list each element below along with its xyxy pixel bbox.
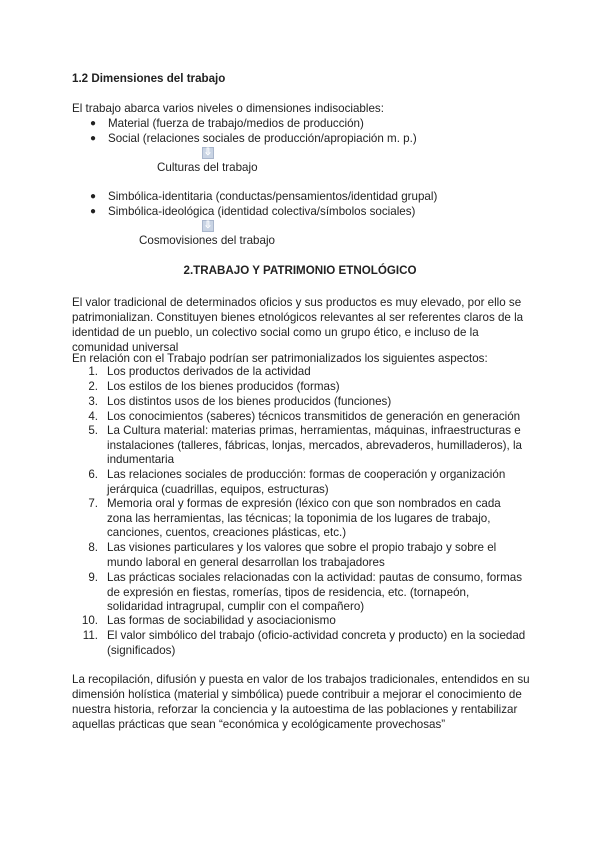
list-item: Las visiones particulares y los valores que sobre el propio trabajo y sobre el mundo laboral en general desarrollan los trabajadores bbox=[107, 541, 497, 569]
list-item: Memoria oral y formas de expresión (léxico con que son nombrados en cada zona las herramientas, las técnicas; la toponimia de los lugares de trabajo, canciones, cuentos, creaciones plásticas, etc.) bbox=[107, 497, 501, 539]
down-arrow-icon: ⇩ bbox=[203, 147, 213, 158]
dimensions-intro: El trabajo abarca varios niveles o dimensiones indisociables: bbox=[72, 102, 384, 115]
list-item: Las formas de sociabilidad y asociacionismo bbox=[107, 614, 336, 627]
list-number: 8. bbox=[88, 541, 98, 554]
list-item: Las prácticas sociales relacionadas con la actividad: pautas de consumo, formas de expresión en fiestas, romerías, tipos de residencia, etc. (tornapeón, solidaridad intragrupal, cumplir con el compañero) bbox=[107, 571, 523, 613]
closing-paragraph: La recopilación, difusión y puesta en valor de los trabajos tradicionales, entendidos en su dimensión holística (material y simbólica) puede contribuir a mejorar el conocimiento de nuestra historia, reforzar la conciencia y la autoestima de las poblaciones y rentabilizar aquellas prácticas que sean “económica y ecológicamente provechosas” bbox=[72, 673, 530, 731]
bullet-icon: ● bbox=[90, 133, 97, 144]
list-item: Los distintos usos de los bienes producidos (funciones) bbox=[107, 395, 392, 408]
bullet-symbolic-identity: Simbólica-identitaria (conductas/pensamientos/identidad grupal) bbox=[108, 190, 438, 203]
list-number: 11. bbox=[82, 629, 98, 642]
down-arrow-icon: ⇩ bbox=[203, 220, 213, 231]
heritage-list-intro: En relación con el Trabajo podrían ser patrimonializados los siguientes aspectos: bbox=[72, 352, 488, 365]
result-worldviews-of-work: Cosmovisiones del trabajo bbox=[139, 234, 275, 247]
section-heading-dimensions: 1.2 Dimensiones del trabajo bbox=[72, 72, 226, 85]
list-number: 9. bbox=[88, 571, 98, 584]
list-number: 6. bbox=[88, 468, 98, 481]
list-number: 1. bbox=[88, 365, 98, 378]
list-item: Los estilos de los bienes producidos (formas) bbox=[107, 380, 340, 393]
list-item: Las relaciones sociales de producción: formas de cooperación y organización jerárquica (cuadrillas, equipos, estructuras) bbox=[107, 468, 506, 496]
bullet-symbolic-ideology: Simbólica-ideológica (identidad colectiva/símbolos sociales) bbox=[108, 205, 416, 218]
bullet-social: Social (relaciones sociales de producción/apropiación m. p.) bbox=[108, 132, 417, 145]
list-item: La Cultura material: materias primas, herramientas, máquinas, infraestructuras e instalaciones (talleres, fábricas, lonjas, mercados, abrevaderos, humilladeros), la indumentaria bbox=[107, 424, 522, 466]
list-number: 3. bbox=[88, 395, 98, 408]
list-item: El valor simbólico del trabajo (oficio-actividad concreta y producto) en la sociedad (significados) bbox=[107, 629, 526, 657]
list-item: Los productos derivados de la actividad bbox=[107, 365, 311, 378]
list-item: Los conocimientos (saberes) técnicos transmitidos de generación en generación bbox=[107, 410, 521, 423]
bullet-icon: ● bbox=[90, 191, 97, 202]
list-number: 4. bbox=[88, 410, 98, 423]
list-number: 2. bbox=[88, 380, 98, 393]
heritage-paragraph: El valor tradicional de determinados oficios y sus productos es muy elevado, por ello se patrimonializan. Constituyen bienes etnológicos relevantes al ser referentes claros de la identidad de un pueblo, un colectivo social como un grupo ético, e incluso de la comunidad universal bbox=[72, 296, 524, 354]
list-number: 10. bbox=[81, 614, 98, 627]
result-cultures-of-work: Culturas del trabajo bbox=[157, 161, 258, 174]
bullet-icon: ● bbox=[90, 118, 97, 129]
section-heading-heritage: 2.TRABAJO Y PATRIMONIO ETNOLÓGICO bbox=[183, 264, 417, 277]
list-number: 7. bbox=[88, 497, 98, 510]
bullet-material: Material (fuerza de trabajo/medios de producción) bbox=[108, 117, 364, 130]
bullet-icon: ● bbox=[90, 206, 97, 217]
list-number: 5. bbox=[88, 424, 98, 437]
